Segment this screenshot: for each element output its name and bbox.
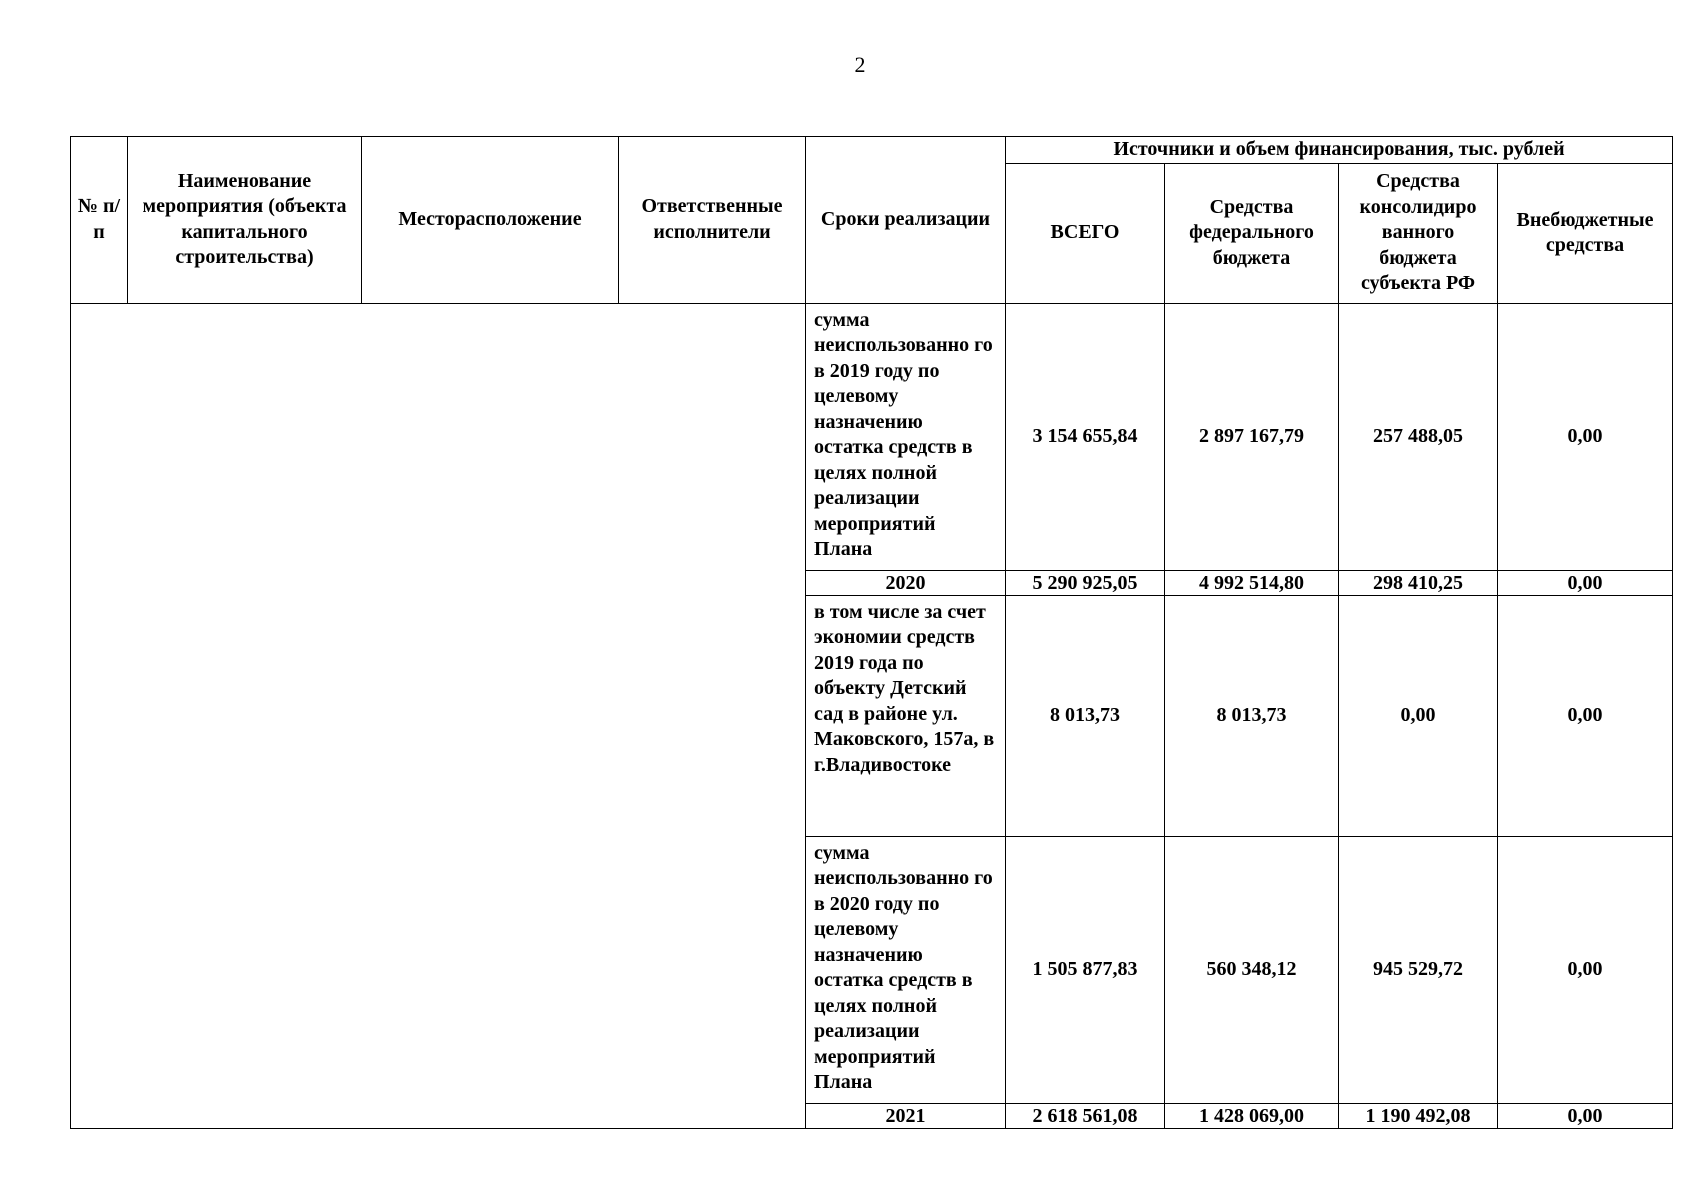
federal-cell: 8 013,73 bbox=[1165, 595, 1339, 836]
consolidated-cell: 945 529,72 bbox=[1339, 836, 1498, 1103]
total-cell: 3 154 655,84 bbox=[1006, 303, 1165, 570]
period-cell: сумма неиспользованно го в 2020 году по целевому назначению остатка средств в целях полной реализации мероприятий Плана bbox=[806, 836, 1006, 1103]
consolidated-cell: 257 488,05 bbox=[1339, 303, 1498, 570]
header-total: ВСЕГО bbox=[1006, 163, 1165, 303]
extrabudget-cell: 0,00 bbox=[1498, 836, 1673, 1103]
financing-table bbox=[70, 136, 1673, 1129]
total-cell: 5 290 925,05 bbox=[1006, 570, 1165, 595]
header-responsible: Ответственные исполнители bbox=[619, 137, 806, 304]
header-num: № п/п bbox=[71, 137, 128, 304]
header-period: Сроки реализации bbox=[806, 137, 1006, 304]
period-cell: 2020 bbox=[806, 570, 1006, 595]
consolidated-cell: 298 410,25 bbox=[1339, 570, 1498, 595]
period-cell: в том числе за счет экономии средств 2019 года по объекту Детский сад в районе ул. Маковского, 157а, в г.Владивостоке bbox=[806, 595, 1006, 836]
extrabudget-cell: 0,00 bbox=[1498, 303, 1673, 570]
header-funding-group: Источники и объем финансирования, тыс. рублей bbox=[1006, 137, 1673, 164]
period-cell: 2021 bbox=[806, 1103, 1006, 1128]
extrabudget-cell: 0,00 bbox=[1498, 570, 1673, 595]
federal-cell: 560 348,12 bbox=[1165, 836, 1339, 1103]
table-row bbox=[71, 303, 1673, 570]
header-consolidated: Средства консолидиро ванного бюджета субъекта РФ bbox=[1339, 163, 1498, 303]
consolidated-cell: 0,00 bbox=[1339, 595, 1498, 836]
total-cell: 2 618 561,08 bbox=[1006, 1103, 1165, 1128]
total-cell: 1 505 877,83 bbox=[1006, 836, 1165, 1103]
empty-merged-cell bbox=[71, 303, 806, 1128]
extrabudget-cell: 0,00 bbox=[1498, 595, 1673, 836]
period-cell: сумма неиспользованно го в 2019 году по целевому назначению остатка средств в целях полной реализации мероприятий Плана bbox=[806, 303, 1006, 570]
page-number: 2 bbox=[854, 52, 866, 77]
federal-cell: 4 992 514,80 bbox=[1165, 570, 1339, 595]
total-cell: 8 013,73 bbox=[1006, 595, 1165, 836]
header-federal: Средства федерального бюджета bbox=[1165, 163, 1339, 303]
header-location: Месторасположение bbox=[362, 137, 619, 304]
extrabudget-cell: 0,00 bbox=[1498, 1103, 1673, 1128]
header-name: Наименование мероприятия (объекта капитального строительства) bbox=[128, 137, 362, 304]
federal-cell: 1 428 069,00 bbox=[1165, 1103, 1339, 1128]
consolidated-cell: 1 190 492,08 bbox=[1339, 1103, 1498, 1128]
header-extrabudget: Внебюджетные средства bbox=[1498, 163, 1673, 303]
federal-cell: 2 897 167,79 bbox=[1165, 303, 1339, 570]
